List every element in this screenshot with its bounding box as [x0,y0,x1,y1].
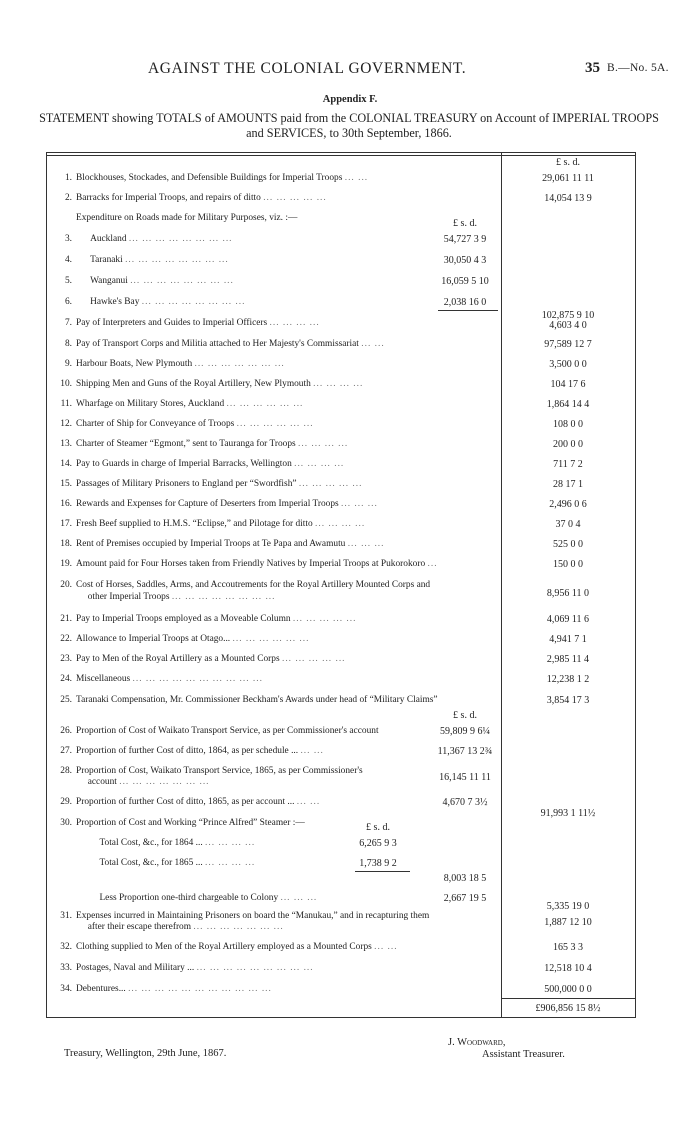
amount-14: 711 7 2 [553,459,583,470]
line-item-32: 32. Clothing supplied to Men of the Royal Artillery employed as a Mounted Corps ... ... [60,942,398,952]
total-cost-1865: Total Cost, &c., for 1865 ... ... ... ... ... [99,858,256,868]
amount-17: 37 0 4 [555,519,581,530]
prince-alfred-currency-header: £ s. d. [366,822,390,833]
amount-12: 108 0 0 [553,419,583,430]
signatory-title: Assistant Treasurer. [482,1049,565,1060]
line-item-13: 13. Charter of Steamer “Egmont,” sent to Tauranga for Troops ... ... ... ... [60,439,349,449]
waikato-value-29: 4,670 7 3½ [442,797,488,808]
line-item-16: 16. Rewards and Expenses for Capture of Deserters from Imperial Troops ... ... ... [60,499,378,509]
waikato-value-26: 59,809 9 6¼ [440,726,490,737]
total-cost-1865-value: 1,738 9 2 [359,858,397,869]
amount-25: 3,854 17 3 [546,695,590,706]
line-item-28-continued: account ... ... ... ... ... ... ... [87,777,210,787]
line-item-20: 20. Cost of Horses, Saddles, Arms, and Accoutrements for the Royal Artillery Mounted Corps and [60,580,431,590]
amount-9: 3,500 0 0 [549,359,587,370]
line-item-28: 28. Proportion of Cost, Waikato Transport Service, 1865, as per Commissioner's [60,766,363,776]
amount-20: 8,956 11 0 [546,588,590,599]
currency-header: £ s. d. [556,157,580,168]
amount-7: 4,603 4 0 [549,320,587,331]
amount-21: 4,069 11 6 [546,614,590,625]
line-item-7: 7. Pay of Interpreters and Guides to Imperial Officers ... ... ... ... [64,318,320,328]
line-item-33: 33. Postages, Naval and Military ... ... ... ... ... ... ... ... ... ... [60,963,314,973]
waikato-total: 91,993 1 11½ [540,808,596,819]
waikato-value-27: 11,367 13 2¾ [437,746,493,757]
grand-total-rule [501,998,636,999]
amount-8: 97,589 12 7 [544,339,592,350]
amount-31: 1,887 12 10 [544,917,592,928]
line-item-14: 14. Pay to Guards in charge of Imperial Barracks, Wellington ... ... ... ... [60,459,345,469]
line-item-20-continued: other Imperial Troops ... ... ... ... ... ... ... ... [87,592,276,602]
line-item-10: 10. Shipping Men and Guns of the Royal Artillery, New Plymouth ... ... ... ... [60,379,364,389]
line-item-12: 12. Charter of Ship for Conveyance of Troops ... ... ... ... ... ... [60,419,314,429]
roads-value-6: 2,038 16 0 [443,297,487,308]
line-item-2: 2. Barracks for Imperial Troops, and repairs of ditto ... ... ... ... ... [64,193,327,203]
prince-alfred-total: 5,335 19 0 [546,901,590,912]
line-item-25: 25. Taranaki Compensation, Mr. Commissioner Beckham's Awards under head of “Military Claims” [60,695,438,705]
amount-column-rule [501,152,502,1018]
line-item-18: 18. Rent of Premises occupied by Imperial Troops at Te Papa and Awamutu ... ... ... [60,539,385,549]
table-double-rule [46,155,636,156]
waikato-value-28: 16,145 11 11 [439,772,491,783]
line-item-23: 23. Pay to Men of the Royal Artillery as a Mounted Corps ... ... ... ... ... [60,654,346,664]
less-one-third: Less Proportion one-third chargeable to Colony ... ... ... [99,893,318,903]
amount-13: 200 0 0 [553,439,583,450]
amount-18: 525 0 0 [553,539,583,550]
roads-currency-header: £ s. d. [453,218,477,229]
line-item-1: 1. Blockhouses, Stockades, and Defensible Buildings for Imperial Troops ... ... [64,173,369,183]
amount-15: 28 17 1 [553,479,583,490]
line-item-27: 27. Proportion of further Cost of ditto, 1864, as per schedule ... ... ... [60,746,324,756]
amount-19: 150 0 0 [553,559,583,570]
page-header [0,60,700,82]
amount-24: 12,238 1 2 [546,674,590,685]
roads-value-5: 16,059 5 10 [441,276,489,287]
total-cost-1864: Total Cost, &c., for 1864 ... ... ... ... ... [99,838,256,848]
amount-32: 165 3 3 [553,942,583,953]
line-item-9: 9. Harbour Boats, New Plymouth ... ... ... ... ... ... ... [64,359,285,369]
page-number: 35 [585,60,600,76]
amount-2: 14,054 13 9 [544,193,592,204]
amount-22: 4,941 7 1 [549,634,587,645]
amount-11: 1,864 14 4 [546,399,590,410]
line-item-15: 15. Passages of Military Prisoners to England per “Swordfish” ... ... ... ... ... [60,479,363,489]
line-item-34: 34. Debentures... ... ... ... ... ... ... ... ... ... ... ... [60,984,272,994]
line-item-3: 3. Auckland ... ... ... ... ... ... ... ... [64,234,233,244]
roads-subtotal-rule [438,310,498,311]
amount-23: 2,985 11 4 [546,654,590,665]
line-item-4: 4. Taranaki ... ... ... ... ... ... ... ... [64,255,229,265]
amount-34: 500,000 0 0 [544,984,592,995]
line-item-22: 22. Allowance to Imperial Troops at Otago... ... ... ... ... ... ... [60,634,310,644]
line-item-21: 21. Pay to Imperial Troops employed as a Moveable Column ... ... ... ... ... [60,614,357,624]
roads-value-4: 30,050 4 3 [443,255,487,266]
roads-heading: Expenditure on Roads made for Military Purposes, viz. :— [76,213,298,223]
line-item-26: 26. Proportion of Cost of Waikato Transport Service, as per Commissioner's account [60,726,379,736]
total-cost-1864-value: 6,265 9 3 [359,838,397,849]
grand-total: £906,856 15 8½ [535,1003,601,1014]
line-item-8: 8. Pay of Transport Corps and Militia attached to Her Majesty's Commissariat ... ... [64,339,385,349]
line-item-31-continued: after their escape therefrom ... ... ... ... ... ... ... [87,922,284,932]
line-item-31: 31. Expenses incurred in Maintaining Prisoners on board the “Manukau,” and in recapturing them [60,911,430,921]
line-item-5: 5. Wanganui ... ... ... ... ... ... ... ... [64,276,234,286]
waikato-currency-header: £ s. d. [453,710,477,721]
appendix-heading: Appendix F. [322,94,378,105]
signatory-name: J. Woodward, [448,1037,506,1048]
statement-title: STATEMENT showing TOTALS of AMOUNTS paid from the COLONIAL TREASURY on Account of IMPERIAL TROOPS and SERVICES, to 30th September, 1866. [39,111,659,140]
line-item-29: 29. Proportion of further Cost of ditto, 1865, as per account ... ... ... [60,797,321,807]
roads-value-3: 54,727 3 9 [443,234,487,245]
amount-1: 29,061 11 11 [542,173,594,184]
amount-10: 104 17 6 [550,379,586,390]
amount-16: 2,496 0 6 [549,499,587,510]
line-item-17: 17. Fresh Beef supplied to H.M.S. “Eclipse,” and Pilotage for ditto ... ... ... ... [60,519,366,529]
line-item-6: 6. Hawke's Bay ... ... ... ... ... ... ... ... [64,297,246,307]
line-item-24: 24. Miscellaneous ... ... ... ... ... ... ... ... ... ... [60,674,263,684]
amount-33: 12,518 10 4 [544,963,592,974]
line-item-30: 30. Proportion of Cost and Working “Prince Alfred” Steamer :— [60,818,305,828]
treasury-place-date: Treasury, Wellington, 29th June, 1867. [64,1048,227,1059]
document-reference: B.—No. 5A. [607,62,669,74]
prince-alfred-subtotal-rule [355,871,410,872]
line-item-11: 11. Wharfage on Military Stores, Auckland ... ... ... ... ... ... [60,399,304,409]
running-title: AGAINST THE COLONIAL GOVERNMENT. [148,60,467,77]
roads-total: 102,875 9 10 [541,310,595,321]
line-item-19: 19. Amount paid for Four Horses taken from Friendly Natives by Imperial Troops at Pukorokoro ... [60,559,438,569]
less-one-third-value: 2,667 19 5 [443,893,487,904]
prince-alfred-sum: 8,003 18 5 [443,873,487,884]
